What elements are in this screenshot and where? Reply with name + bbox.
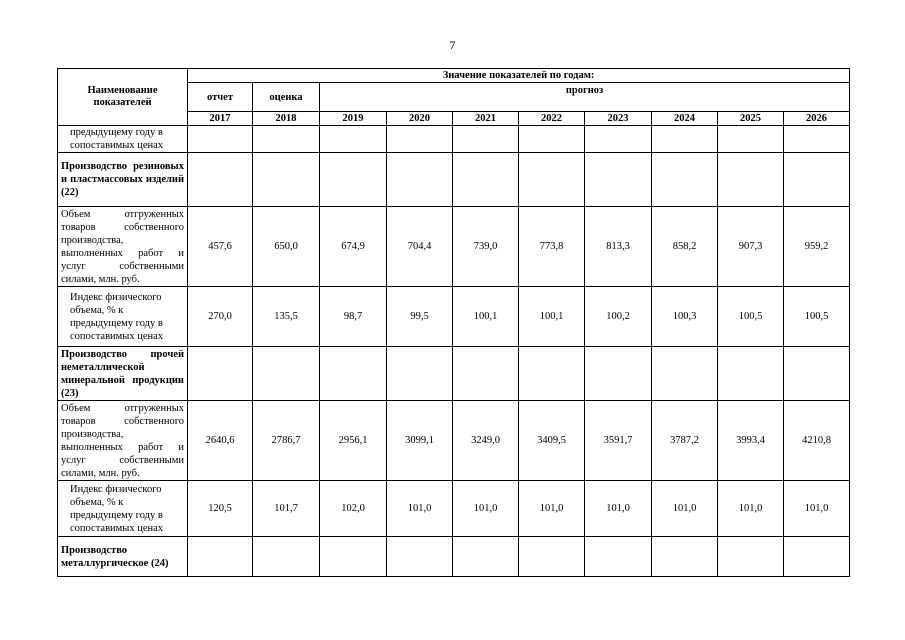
value-cell — [585, 347, 652, 401]
table-row — [58, 207, 850, 287]
value-cell — [253, 153, 320, 207]
value-cell: 98,7 — [320, 287, 387, 347]
indicator-name: Объем отгруженных товаров собственного производства, выполненных работ и услуг собственными силами, млн. руб. — [58, 207, 188, 287]
value-cell — [453, 153, 519, 207]
value-cell — [718, 537, 784, 577]
value-cell — [387, 537, 453, 577]
value-cell: 3409,5 — [519, 401, 585, 481]
value-cell — [652, 153, 718, 207]
value-cell — [188, 347, 253, 401]
value-cell — [188, 153, 253, 207]
value-cell — [585, 153, 652, 207]
value-cell — [519, 153, 585, 207]
value-cell — [519, 537, 585, 577]
year-header: 2021 — [453, 112, 519, 126]
value-cell — [253, 347, 320, 401]
value-cell: 100,1 — [453, 287, 519, 347]
value-cell: 101,0 — [519, 481, 585, 537]
value-cell: 120,5 — [188, 481, 253, 537]
page-number: 7 — [449, 38, 456, 52]
value-cell: 3099,1 — [387, 401, 453, 481]
table-row — [58, 153, 850, 207]
value-cell: 100,1 — [519, 287, 585, 347]
value-cell: 2640,6 — [188, 401, 253, 481]
value-cell — [519, 126, 585, 153]
value-cell — [718, 347, 784, 401]
value-cell — [453, 126, 519, 153]
forecast-header — [320, 83, 850, 112]
value-cell — [188, 537, 253, 577]
value-cell — [188, 126, 253, 153]
value-cell: 457,6 — [188, 207, 253, 287]
value-cell — [718, 126, 784, 153]
year-header: 2018 — [253, 112, 320, 126]
value-cell: 907,3 — [718, 207, 784, 287]
value-cell — [718, 153, 784, 207]
indicators-table — [57, 68, 850, 577]
table-row — [58, 126, 850, 153]
value-cell: 101,0 — [453, 481, 519, 537]
value-cell: 4210,8 — [784, 401, 850, 481]
value-cell: 2786,7 — [253, 401, 320, 481]
name-column-header: Наименование показателей — [58, 69, 188, 126]
value-cell: 813,3 — [585, 207, 652, 287]
table-row — [58, 481, 850, 537]
forecast-label: прогноз — [565, 84, 604, 96]
value-cell — [387, 347, 453, 401]
value-cell: 2956,1 — [320, 401, 387, 481]
table-row — [58, 537, 850, 577]
year-header: 2025 — [718, 112, 784, 126]
year-header: 2019 — [320, 112, 387, 126]
value-cell: 858,2 — [652, 207, 718, 287]
table-row — [58, 401, 850, 481]
value-cell: 3249,0 — [453, 401, 519, 481]
value-cell: 101,0 — [652, 481, 718, 537]
value-cell: 101,7 — [253, 481, 320, 537]
value-cell — [253, 126, 320, 153]
value-cell — [453, 537, 519, 577]
value-cell: 100,5 — [784, 287, 850, 347]
value-cell — [320, 153, 387, 207]
value-cell: 270,0 — [188, 287, 253, 347]
value-cell — [387, 126, 453, 153]
value-cell — [652, 126, 718, 153]
estimate-header: оценка — [253, 83, 320, 112]
value-cell — [320, 537, 387, 577]
value-cell: 959,2 — [784, 207, 850, 287]
table-row — [58, 347, 850, 401]
indicator-name: Производство прочей неметаллической минеральной продукции (23) — [58, 347, 188, 401]
year-header: 2026 — [784, 112, 850, 126]
value-cell — [453, 347, 519, 401]
indicator-name: Индекс физического объема, % к предыдущему году в сопоставимых ценах — [58, 481, 188, 537]
value-cell: 101,0 — [387, 481, 453, 537]
value-cell — [585, 126, 652, 153]
indicator-name: предыдущему году в сопоставимых ценах — [58, 126, 188, 153]
value-cell — [519, 347, 585, 401]
year-header: 2020 — [387, 112, 453, 126]
value-cell — [784, 347, 850, 401]
value-cell: 135,5 — [253, 287, 320, 347]
value-cell: 100,2 — [585, 287, 652, 347]
year-header: 2022 — [519, 112, 585, 126]
value-cell — [784, 126, 850, 153]
report-header: отчет — [188, 83, 253, 112]
value-cell — [652, 537, 718, 577]
indicator-name: Индекс физического объема, % к предыдущему году в сопоставимых ценах — [58, 287, 188, 347]
value-cell: 739,0 — [453, 207, 519, 287]
value-cell: 100,5 — [718, 287, 784, 347]
value-cell: 102,0 — [320, 481, 387, 537]
year-header: 2023 — [585, 112, 652, 126]
indicator-name: Объем отгруженных товаров собственного производства, выполненных работ и услуг собственными силами, млн. руб. — [58, 401, 188, 481]
value-cell — [253, 537, 320, 577]
value-cell — [320, 347, 387, 401]
table-row — [58, 287, 850, 347]
value-cell: 674,9 — [320, 207, 387, 287]
year-header: 2017 — [188, 112, 253, 126]
value-cell: 773,8 — [519, 207, 585, 287]
value-cell: 704,4 — [387, 207, 453, 287]
value-cell — [652, 347, 718, 401]
value-cell — [320, 126, 387, 153]
value-cell — [784, 153, 850, 207]
value-cell: 101,0 — [784, 481, 850, 537]
value-cell — [784, 537, 850, 577]
value-cell: 650,0 — [253, 207, 320, 287]
value-cell: 100,3 — [652, 287, 718, 347]
indicator-name: Производство резиновых и пластмассовых изделий (22) — [58, 153, 188, 207]
values-group-header: Значение показателей по годам: — [188, 69, 850, 83]
value-cell: 3993,4 — [718, 401, 784, 481]
value-cell: 99,5 — [387, 287, 453, 347]
value-cell: 3591,7 — [585, 401, 652, 481]
value-cell — [585, 537, 652, 577]
value-cell: 101,0 — [718, 481, 784, 537]
year-header: 2024 — [652, 112, 718, 126]
indicator-name: Производство металлургическое (24) — [58, 537, 188, 577]
value-cell: 3787,2 — [652, 401, 718, 481]
value-cell: 101,0 — [585, 481, 652, 537]
value-cell — [387, 153, 453, 207]
